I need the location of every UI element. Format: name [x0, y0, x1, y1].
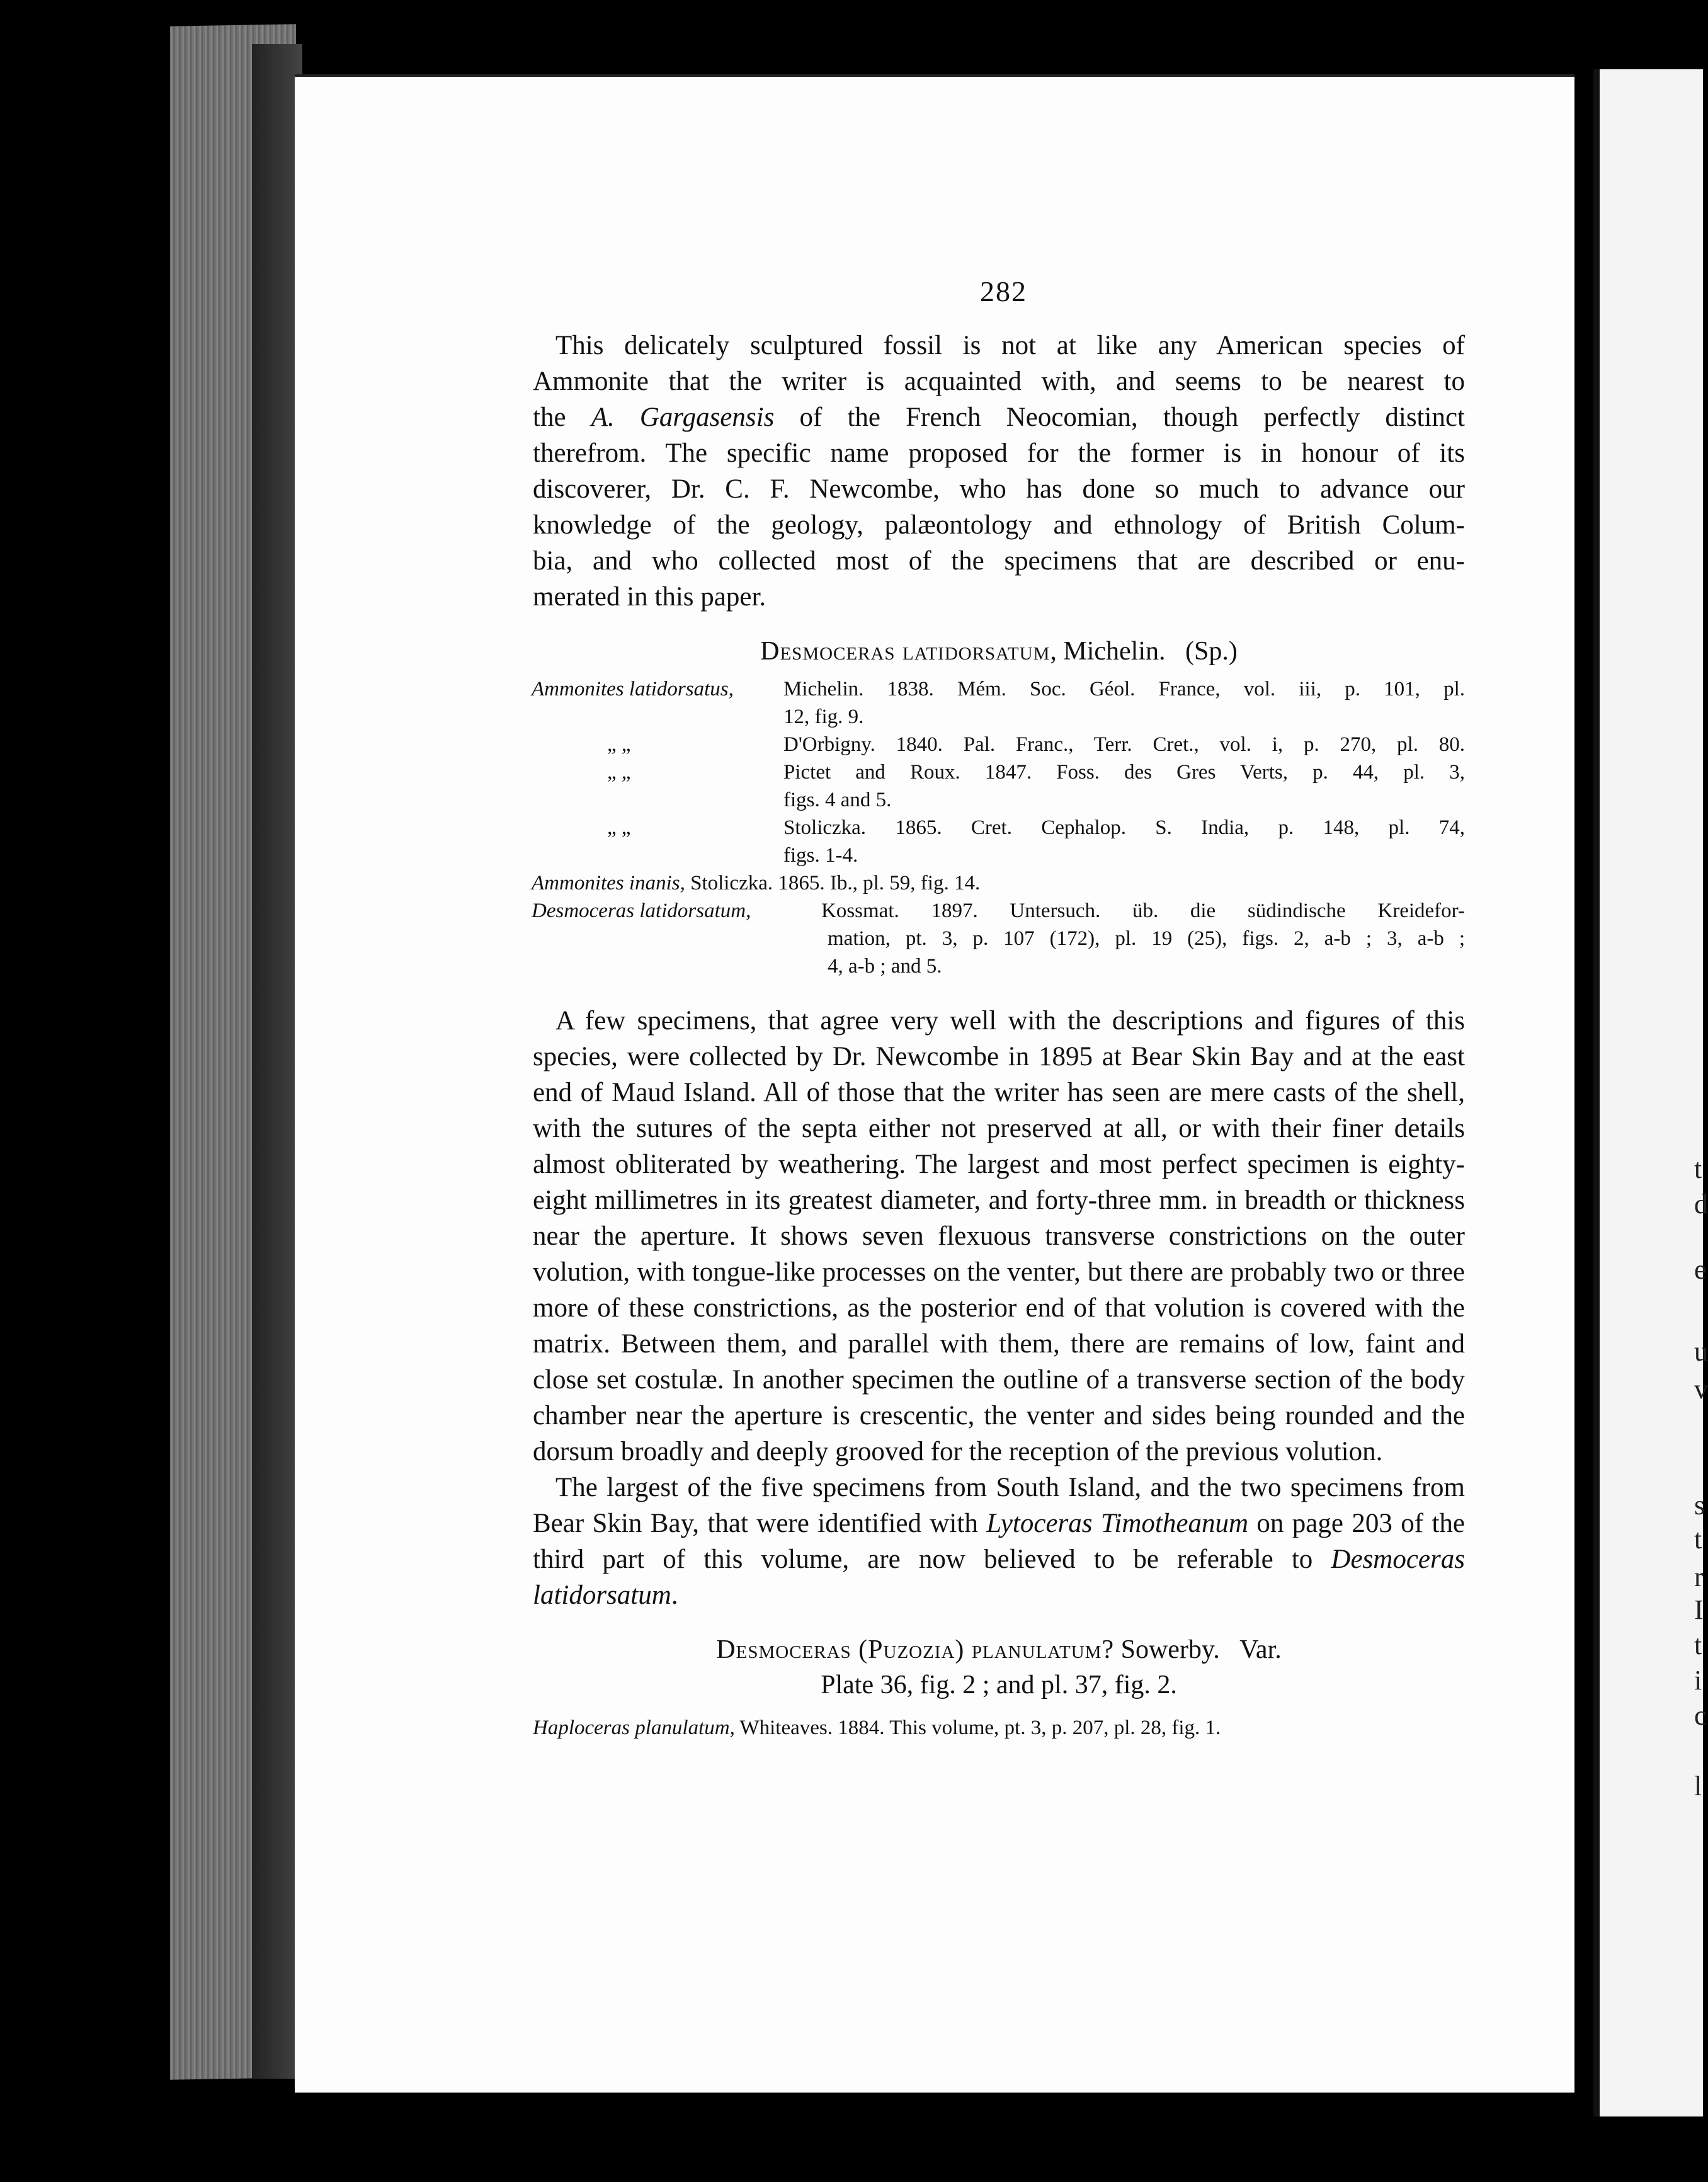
plate-reference: Plate 36, fig. 2 ; and pl. 37, fig. 2.: [821, 1671, 1177, 1699]
intro-line: the A. Gargasensis of the French Neocomian, though perfectly distinct: [533, 403, 1465, 432]
facing-page-char: d: [1694, 1189, 1708, 1220]
intro-line: discoverer, Dr. C. F. Newcombe, who has done so much to advance our: [533, 474, 1465, 504]
facing-page-char: s: [1694, 1490, 1705, 1521]
intro-line: merated in this paper.: [533, 582, 766, 612]
facing-page-char: u: [1694, 1336, 1708, 1367]
facing-page-char: l: [1694, 1771, 1702, 1802]
page-text: [533, 328, 1465, 1742]
synonymy-list: [532, 675, 1465, 980]
intro-line: bia, and who collected most of the specimens that are described or enu-: [533, 546, 1465, 576]
facing-page-char: t: [1694, 1524, 1702, 1555]
facing-page-char: r: [1694, 1562, 1704, 1592]
facing-page-edge: [1593, 69, 1708, 2116]
synonymy-entry: Desmoceras latidorsatum, Kossmat. 1897. Untersuch. üb. die südindische Kreidefor- mation, pt. 3, p. 107 (172), pl. 19 (25), figs. 2, a-b ; 3, a-b ; 4, a-b ; and 5.: [532, 900, 1465, 978]
synonymy-entry: „ „ Stoliczka. 1865. Cret. Cephalop. S. India, p. 148, pl. 74, figs. 1-4.: [607, 816, 1465, 867]
synonymy-entry: Ammonites latidorsatus, Michelin. 1838. Mém. Soc. Géol. France, vol. iii, p. 101, pl. 12, fig. 9.: [532, 678, 1465, 728]
synonymy-entry-2: Haploceras planulatum, Whiteaves. 1884. This volume, pt. 3, p. 207, pl. 28, fig. 1.: [533, 1716, 1221, 1739]
facing-page-char: i: [1694, 1665, 1702, 1696]
remarks-paragraph: The largest of the five specimens from South Island, and the two specimens from Bear Skin Bay, that were identified with Lytoceras Timotheanum on page 203 of the third part of this volume, are now believed to be referable to Desmoceras latidorsatum.: [533, 1473, 1465, 1610]
synonymy-entry: „ „ Pictet and Roux. 1847. Foss. des Gres Verts, p. 44, pl. 3, figs. 4 and 5.: [607, 761, 1465, 811]
synonymy-entry: Ammonites inanis, Stoliczka. 1865. Ib., pl. 59, fig. 14.: [532, 872, 981, 894]
intro-line: therefrom. The specific name proposed for the former is in honour of its: [533, 438, 1465, 468]
intro-line: knowledge of the geology, palæontology and ethnology of British Colum-: [533, 510, 1465, 540]
intro-line: Ammonite that the writer is acquainted with, and seems to be nearest to: [533, 367, 1465, 396]
facing-page-char: t: [1694, 1153, 1702, 1184]
synonymy-entry: „ „ D'Orbigny. 1840. Pal. Franc., Terr. Cret., vol. i, p. 270, pl. 80.: [607, 733, 1465, 756]
facing-page-char: v: [1694, 1374, 1708, 1405]
intro-paragraph: [533, 328, 1465, 615]
species-heading-2: Desmoceras (Puzozia) planulatum? Sowerby. Var.: [716, 1635, 1282, 1664]
facing-page-char: t: [1694, 1630, 1702, 1660]
description-paragraph: A few specimens, that agree very well with the descriptions and figures of this species, were collected by Dr. Newcombe in 1895 at Bear Skin Bay and at the east end of Maud Island. All of those that the writer has seen are mere casts of the shell, with the sutures of the septa either not preserved at all, or with their finer details almost obliterated by weathering. The largest and most perfect specimen is eighty-eight millimetres in its greatest diameter, and forty-three mm. in breadth or thickness near the aperture. It shows seven flexuous transverse constrictions on the outer volution, with tongue-like processes on the venter, but there are probably two or three more of these constrictions, as the posterior end of that volution is covered with the matrix. Between them, and parallel with them, there are remains of low, faint and close set costulæ. In another specimen the outline of a transverse section of the body chamber near the aperture is crescentic, the venter and sides being rounded and the dorsum broadly and deeply grooved for the reception of the previous volution.: [533, 1006, 1465, 1466]
page-number: 282: [980, 275, 1027, 307]
facing-page-char: I: [1694, 1594, 1704, 1625]
intro-line: This delicately sculptured fossil is not at like any American species of: [555, 331, 1465, 360]
species-heading: Desmoceras latidorsatum, Michelin. (Sp.): [760, 637, 1238, 666]
facing-page-char: e: [1694, 1254, 1707, 1285]
facing-page-char: c: [1694, 1700, 1707, 1731]
